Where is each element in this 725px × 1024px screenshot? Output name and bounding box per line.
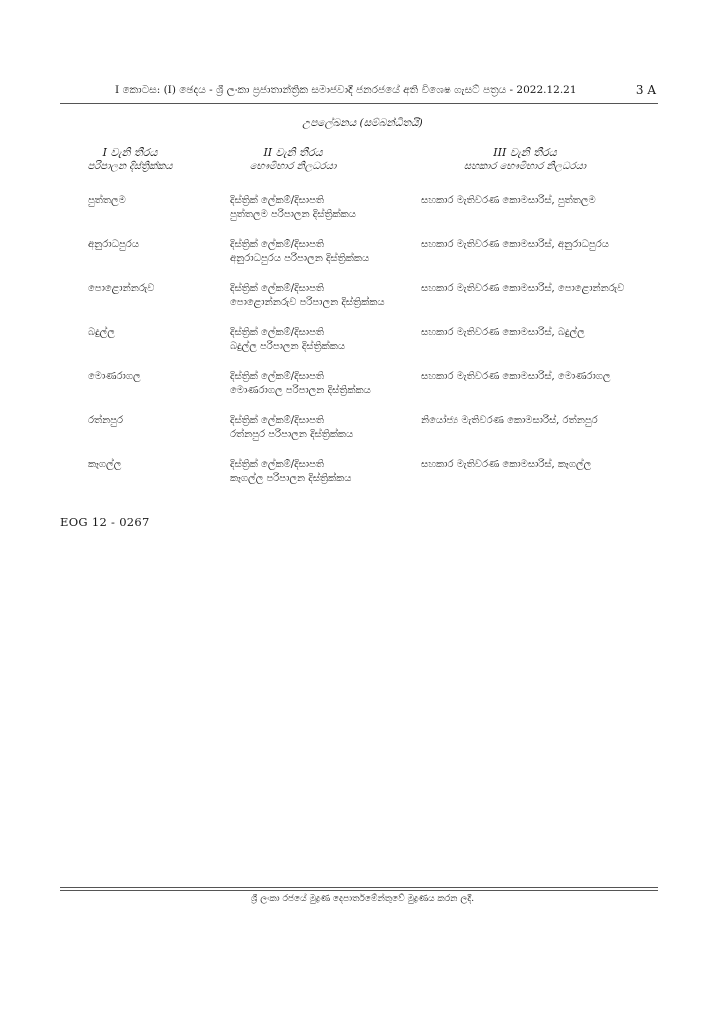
column-header-3 <box>440 146 610 174</box>
column-2-title: භෞමිභාර නිලධරයා <box>249 161 337 172</box>
column-1-tier: I වැනි තීරය <box>102 146 158 159</box>
assistant-cell: සහකාර මැතිවරණ කොමසාරිස්, මොණරාගල <box>421 371 611 382</box>
column-header-2 <box>228 146 358 174</box>
assistant-cell: සහකාර මැතිවරණ කොමසාරිස්, බදුල්ල <box>421 327 585 338</box>
officer-title: දිස්ත්‍රික් ලේකම්/දිසාපති <box>230 415 324 426</box>
table-row <box>0 282 725 322</box>
officer-district: බදුල්ල පරිපාලන දිස්ත්‍රික්කය <box>230 341 346 352</box>
officer-district: පුත්තලම පරිපාලන දිස්ත්‍රික්කය <box>230 209 356 220</box>
assistant-cell: නියෝජ්‍ය මැතිවරණ කොමසාරිස්, රත්නපුර <box>421 415 598 426</box>
officer-cell <box>230 458 351 486</box>
table-row <box>0 238 725 278</box>
annex-title: උපලේඛනය (සම්බන්ධිතයි) <box>302 117 423 129</box>
officer-district: අනුරාධපුරය පරිපාලන දිස්ත්‍රික්කය <box>230 253 370 264</box>
table-row <box>0 414 725 454</box>
officer-district: මොණරාගල පරිපාලන දිස්ත්‍රික්කය <box>230 385 371 396</box>
column-3-title: සහකාර භෞමිභාර නිලධරයා <box>463 161 587 172</box>
header-rule <box>60 103 658 104</box>
page-number: 3 A <box>635 83 656 97</box>
officer-cell <box>230 326 345 354</box>
district-cell: අනුරාධපුරය <box>88 239 140 250</box>
officer-title: දිස්ත්‍රික් ලේකම්/දිසාපති <box>230 283 324 294</box>
district-cell: බදුල්ල <box>88 327 115 338</box>
table-row <box>0 194 725 234</box>
column-3-tier: III වැනි තීරය <box>493 146 557 159</box>
column-header-1 <box>70 146 190 174</box>
table-row <box>0 326 725 366</box>
officer-district: පොළොන්නරුව පරිපාලන දිස්ත්‍රික්කය <box>230 297 385 308</box>
officer-cell <box>230 370 371 398</box>
officer-title: දිස්ත්‍රික් ලේකම්/දිසාපති <box>230 371 324 382</box>
column-2-tier: II වැනි තීරය <box>263 146 323 159</box>
officer-cell <box>230 282 385 310</box>
officer-title: දිස්ත්‍රික් ලේකම්/දිසාපති <box>230 195 324 206</box>
gazette-header <box>60 80 658 102</box>
column-1-title: පරිපාලන දිස්ත්‍රික්කය <box>87 161 173 172</box>
officer-district: රත්නපුර පරිපාලන දිස්ත්‍රික්කය <box>230 429 354 440</box>
printer-footer: ශ්‍රී ලංකා රජයේ මුද්‍රණ දෙපාර්තමේන්තුවේ මුද්‍රණය කරන ලදී. <box>250 894 475 904</box>
footer-rule <box>60 887 658 891</box>
district-cell: පොළොන්නරුව <box>88 283 155 294</box>
assistant-cell: සහකාර මැතිවරණ කොමසාරිස්, පොළොන්නරුව <box>421 283 625 294</box>
officer-cell <box>230 194 356 222</box>
table-row <box>0 370 725 410</box>
document-reference: EOG 12 - 0267 <box>60 515 150 529</box>
district-cell: කෑගල්ල <box>88 459 122 470</box>
officer-title: දිස්ත්‍රික් ලේකම්/දිසාපති <box>230 459 324 470</box>
district-cell: මොණරාගල <box>88 371 141 382</box>
table-row <box>0 458 725 498</box>
officer-cell <box>230 414 353 442</box>
district-cell: පුත්තලම <box>88 195 126 206</box>
officer-title: දිස්ත්‍රික් ලේකම්/දිසාපති <box>230 239 324 250</box>
assistant-cell: සහකාර මැතිවරණ කොමසාරිස්, පුත්තලම <box>421 195 596 206</box>
header-text: I කොටස: (I) ඡෙදය - ශ්‍රී ලංකා ප්‍රජාතාන්ත්‍රික සමාජවාදී ජනරජයේ අති විශෙෂ ගැසට් පත්‍රය - 2022.12.21 <box>115 84 577 96</box>
officer-district: කෑගල්ල පරිපාලන දිස්ත්‍රික්කය <box>230 473 352 484</box>
district-cell: රත්නපුර <box>88 415 124 426</box>
assistant-cell: සහකාර මැතිවරණ කොමසාරිස්, කෑගල්ල <box>421 459 592 470</box>
officer-title: දිස්ත්‍රික් ලේකම්/දිසාපති <box>230 327 324 338</box>
assistant-cell: සහකාර මැතිවරණ කොමසාරිස්, අනුරාධපුරය <box>421 239 609 250</box>
officer-cell <box>230 238 369 266</box>
